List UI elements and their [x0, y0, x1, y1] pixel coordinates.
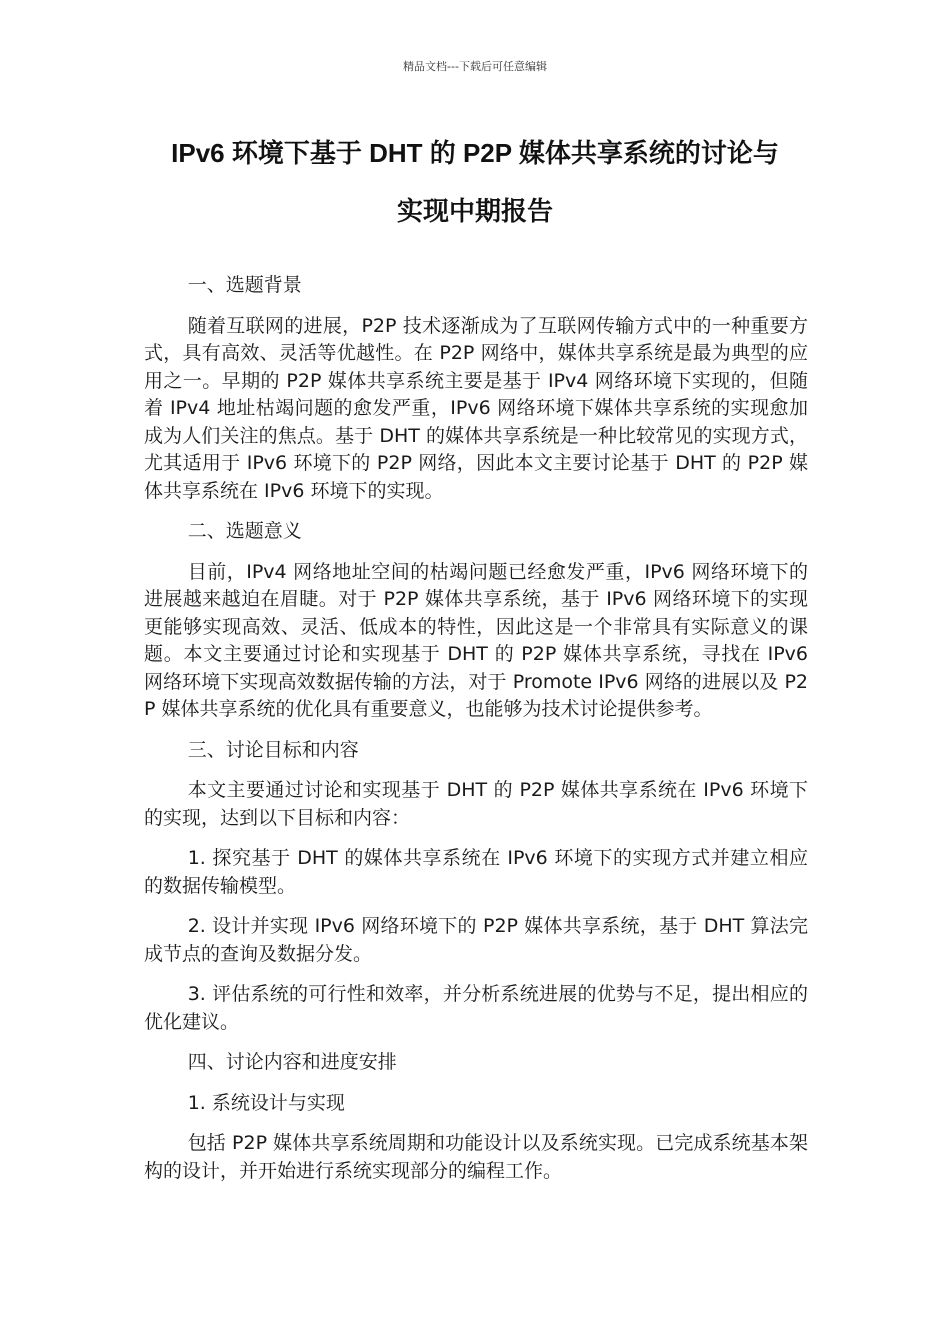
title-line-1: IPv6 环境下基于 DHT 的 P2P 媒体共享系统的讨论与	[171, 138, 779, 168]
paragraph-goals-intro: 本文主要通过讨论和实现基于 DHT 的 P2P 媒体共享系统在 IPv6 环境下的实现，达到以下目标和内容：	[144, 779, 808, 829]
goal-item-3: 3. 评估系统的可行性和效率，并分析系统进展的优势与不足，提出相应的优化建议。	[144, 983, 808, 1033]
goal-item-1: 1. 探究基于 DHT 的媒体共享系统在 IPv6 环境下的实现方式并建立相应的数据传输模型。	[144, 847, 808, 897]
section-heading-schedule: 四、讨论内容和进度安排	[187, 1051, 397, 1073]
paragraph-background: 随着互联网的进展，P2P 技术逐渐成为了互联网传输方式中的一种重要方式，具有高效、灵活等优越性。在 P2P 网络中，媒体共享系统是最为典型的应用之一。早期的 P2P 媒体共享系统主要是基于 IPv4 网络环境下实现的，但随着 IPv4 地址枯竭问题的愈发严重，IPv6 网络环境下媒体共享系统的实现愈加成为人们关注的焦点。基于 DHT 的媒体共享系统是一种比较常见的实现方式，尤其适用于 IPv6 环境下的 P2P 网络，因此本文主要讨论基于 DHT 的 P2P 媒体共享系统在 IPv6 环境下的实现。	[144, 314, 808, 502]
section-heading-goals: 三、讨论目标和内容	[187, 738, 359, 761]
paragraph-significance: 目前，IPv4 网络地址空间的枯竭问题已经愈发严重，IPv6 网络环境下的进展越来越迫在眉睫。对于 P2P 媒体共享系统，基于 IPv6 网络环境下的实现更能够实现高效、灵活、低成本的特性，因此这是一个非常具有实际意义的课题。本文主要通过讨论和实现基于 DHT 的 P2P 媒体共享系统，寻找在 IPv6 网络环境下实现高效数据传输的方法，对于 Promote IPv6 网络的进展以及 P2P 媒体共享系统的优化具有重要意义，也能够为技术讨论提供参考。	[144, 560, 808, 720]
title-line-2: 实现中期报告	[396, 196, 553, 226]
goal-item-2: 2. 设计并实现 IPv6 网络环境下的 P2P 媒体共享系统，基于 DHT 算法完成节点的查询及数据分发。	[144, 915, 808, 965]
header-note: 精品文档---下载后可任意编辑	[403, 60, 547, 73]
subsection-heading-design: 1. 系统设计与实现	[187, 1091, 345, 1114]
section-heading-background: 一、选题背景	[187, 274, 302, 296]
paragraph-design: 包括 P2P 媒体共享系统周期和功能设计以及系统实现。已完成系统基本架构的设计，并开始进行系统实现部分的编程工作。	[144, 1132, 808, 1182]
page-title	[120, 124, 830, 240]
document-body	[144, 272, 808, 1198]
section-heading-significance: 二、选题意义	[187, 520, 302, 542]
